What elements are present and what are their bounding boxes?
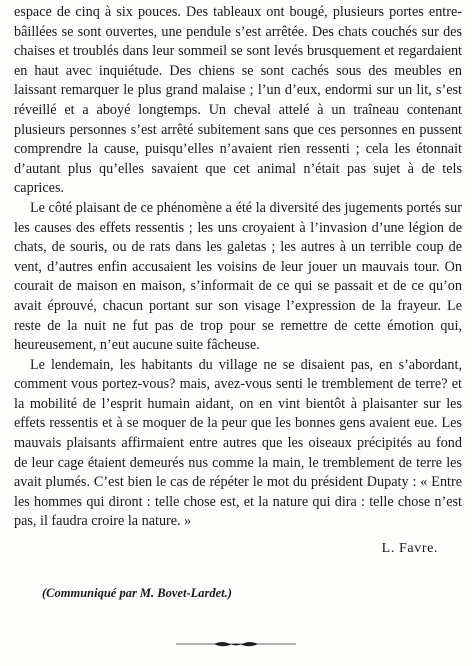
paragraph-1: espace de cinq à six pouces. Des tableaux ont bougé, plusieurs portes entre-bâillées se sont ouvertes, une pendule s’est arrêtée. Des chats couchés sur des chaises et troublés dans leur sommeil se sont levés brusquement et regardaient en haut avec inquiétude. Des chiens se sont cachés sous des meubles en laissant remarquer le plus grand malaise ; l’un d’eux, endormi sur un lit, s’est réveillé et a aboyé longtemps. Un cheval attelé à un traîneau contenant plusieurs personnes s’est arrêté subitement sans que ces personnes en pussent comprendre la cause, puisqu’elles n’avaient rien ressenti ; cela les étonnait d’autant plus qu’elles savaient que cet animal n’était pas sujet à de tels caprices. [14,4,462,197]
credit-line: (Communiqué par M. Bovet-Lardet.) [42,586,232,600]
paragraph-3: Le lendemain, les habitants du village ne se disaient pas, en s’abordant, comment vous portez-vous? mais, avez-vous senti le tremblement de terre? et la mobilité de l’esprit humain aidant, on en vint bientôt à plaisanter sur les effets ressentis et à se moquer de la peur que les bonnes gens avaient eue. Les mauvais plaisants affirmaient entre autres que les oiseaux précipités au fond de leur cage étaient demeurés nus comme la main, le tremblement de terre les avait plumés. C’est bien le cas de répéter le mot du président Dupaty : « Entre les hommes qui diront : telle chose est, et la nature qui dira : telle chose n’est pas, il faudra croire la nature. » [14,356,462,530]
author-signature: L. Favre. [381,541,438,556]
body-text [14,3,462,532]
paragraph-2: Le côté plaisant de ce phénomène a été la diversité des jugements portés sur les causes des effets ressentis ; les uns croyaient à l’invasion d’une légion de chats, de souris, ou de rats dans les galetas ; les autres à un terrible coup de vent, d’autres enfin accusaient les voisins de leur jouer un mauvais tour. On courait de maison en maison, s’informait de ce qui se passait et de ce qu’on avait éprouvé, chacun portant sur son visage l’expression de la frayeur. Le reste de la nuit ne fut pas de trop pour se remettre de cette émotion qui, heureusement, n’eut aucune suite fâcheuse. [14,199,462,354]
ornament-divider [176,639,296,649]
